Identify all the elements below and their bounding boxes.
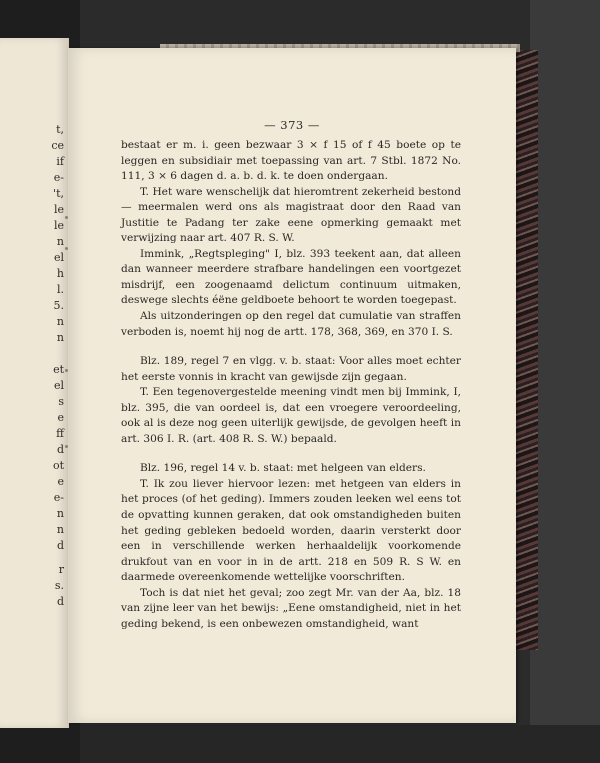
binding-pin (65, 247, 68, 250)
previous-page-fragment: l. (56, 283, 64, 296)
previous-page-fragment: e (57, 475, 64, 488)
page-body (121, 138, 461, 632)
previous-page-fragment: d (56, 443, 64, 456)
previous-page-fragment: ff (56, 427, 64, 440)
binding-pin (65, 369, 68, 372)
previous-page-fragment: 't, (53, 187, 64, 200)
previous-page-fragment: n (56, 523, 64, 536)
paragraph: T. Ik zou liever hiervoor lezen: met hetgeen van elders in het proces (of het geding). Immers zouden leeken wel eens tot de opvatting kunnen geraken, dat ook omstandigheden buiten het geding gebleken bedoeld worden, daarin versterkt door een in verschillende werken herhaaldelijk voorkomende drukfout van en voor in in de artt. 218 en 509 R. S W. en daarmede overeenkomende wettelijke voorschriften. (121, 477, 461, 584)
previous-page-fragment: le (53, 219, 64, 232)
paragraph: Blz. 196, regel 14 v. b. staat: met helgeen van elders. (140, 462, 426, 475)
marbled-edge (516, 50, 538, 650)
previous-page-fragment: h (56, 267, 64, 280)
previous-page-fragment: le (53, 203, 64, 216)
previous-page-fragment: e- (53, 491, 64, 504)
background-right (530, 0, 600, 763)
previous-page-fragment: d (56, 539, 64, 552)
paragraph: Blz. 189, regel 7 en vlgg. v. b. staat: Voor alles moet echter het eerste vonnis in kracht van gewijsde zijn gegaan. (121, 355, 461, 383)
previous-page-fragment: el (53, 251, 64, 264)
paragraph: Als uitzonderingen op den regel dat cumulatie van straffen verboden is, noemt hij nog de artt. 178, 368, 369, en 370 I. S. (121, 310, 461, 338)
binding-pin (65, 216, 68, 219)
previous-page-fragment: if (56, 155, 64, 168)
previous-page-fragment: et (53, 363, 64, 376)
binding-pin (65, 445, 68, 448)
paragraph: bestaat er m. i. geen bezwaar 3 × f 15 of f 45 boete op te leggen en subsidiair met toepassing van art. 7 Stbl. 1872 No. 111, 3 × 6 dagen d. a. b. d. k. te doen ondergaan. (121, 139, 461, 183)
previous-page-fragment: n (56, 235, 64, 248)
previous-page-fragment: ce (51, 139, 64, 152)
previous-page-fragment: s. (54, 579, 64, 592)
previous-page-fragment: n (56, 331, 64, 344)
background-bottom (80, 725, 600, 763)
previous-page-fragment: e- (53, 171, 64, 184)
previous-page (0, 38, 69, 728)
paragraph: T. Het ware wenschelijk dat hieromtrent zekerheid bestond— meermalen werd ons als magistraat door den Raad van Justitie te Padang ter zake eene opmerking gemaakt met verwijzing naar art. 407 R. S. W. (121, 185, 461, 245)
previous-page-fragment: el (53, 379, 64, 392)
previous-page-fragment: n (56, 315, 64, 328)
previous-page-fragment: n (56, 507, 64, 520)
page-number: — 373 — (264, 118, 320, 132)
paragraph-gap (121, 340, 461, 354)
paragraph: Toch is dat niet het geval; zoo zegt Mr. van der Aa, blz. 18 van zijne leer van het bewijs: „Eene omstandigheid, niet in het geding bekend, is een onbewezen omstandigheid, want (121, 586, 461, 630)
paragraph: T. Een tegenovergestelde meening vindt men bij Immink, I, blz. 395, die van oordeel is, dat een vroegere veroordeeling, ook al is deze nog geen uiterlijk gewijsde, de gevolgen heeft in art. 306 I. R. (art. 408 R. S. W.) bepaald. (121, 386, 461, 445)
previous-page-fragment: s (58, 395, 64, 408)
previous-page-fragment: 5. (53, 299, 64, 312)
paragraph: Immink, „Regtspleging" I, blz. 393 teekent aan, dat alleen dan wanneer meerdere strafbare handelingen een voortgezet misdrijf, een zoogenaamd delictum continuum uitmaken, deswege slechts éëne geldboete behoort te worden toegepast. (121, 247, 461, 307)
book-page (68, 48, 516, 723)
previous-page-fragment: t, (56, 123, 64, 136)
previous-page-fragment: ot (52, 459, 64, 472)
previous-page-fragment: e (57, 411, 64, 424)
previous-page-fragment: r (58, 563, 64, 576)
previous-page-fragment: d (56, 595, 64, 608)
paragraph-gap (121, 447, 461, 461)
